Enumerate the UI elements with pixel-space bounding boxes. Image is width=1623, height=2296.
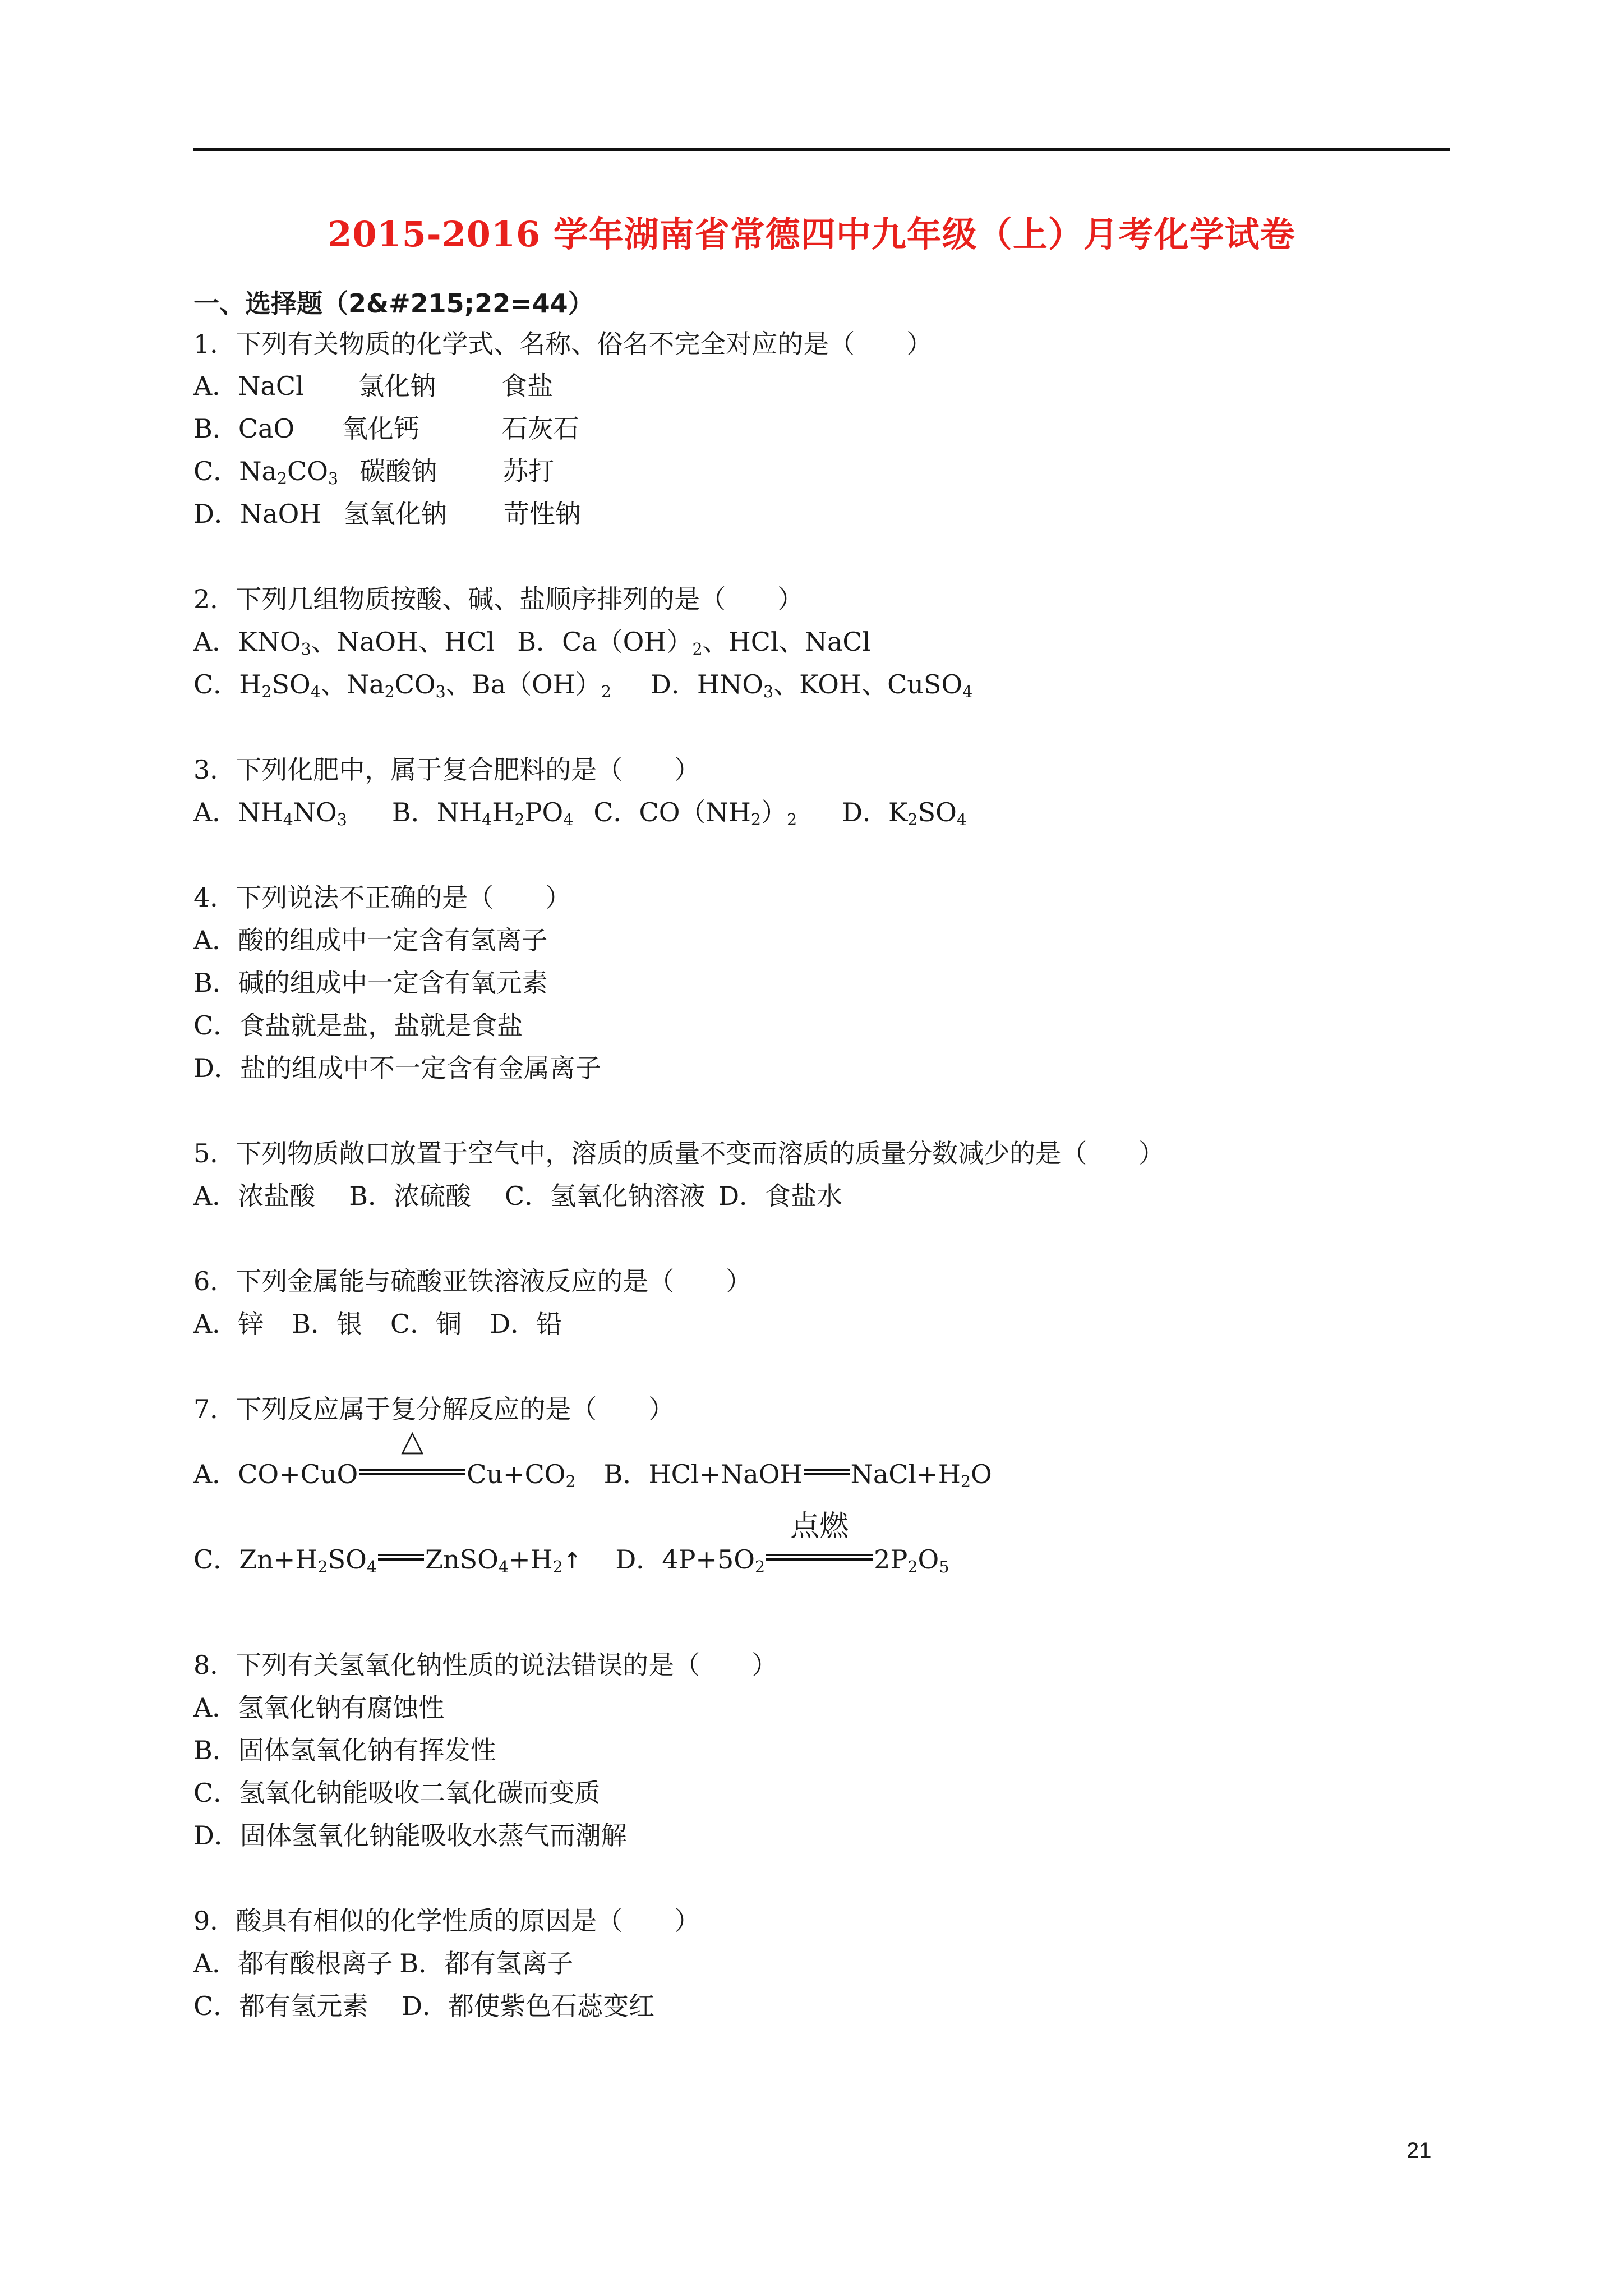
question-3-options: A．$NH_4NO_3$ B．$NH_4H_2PO_4$ C．$CO(NH_2)_2$ D．$K_2SO_4$ [193,797,967,830]
question-4-option-d: D．盐的组成中不一定含有金属离子 [193,1053,601,1083]
page-number: 21 [1407,2138,1432,2163]
question-9-options-cd: C．都有氢元素 D．都使紫色石蕊变红 [193,1991,655,2021]
question-5-options: A．浓盐酸 B．浓硫酸 C．氢氧化钠溶液 D．食盐水 [193,1181,843,1211]
question-7-stem: 7．下列反应属于复分解反应的是（ ） [193,1394,675,1424]
question-4-option-b: B．碱的组成中一定含有氧元素 [193,968,548,998]
ignite-condition: 点燃 [765,1547,874,1572]
question-2-options-cd: C．$H_2SO_4$、$Na_2CO_3$、$Ba(OH)_2$ D．$HNO_3$、KOH、CuSO$_4$ [193,669,973,702]
question-7-options-cd: C．$Zn+H_2SO_4$ $ZnSO_4+H_2↑$ D．$4P+5O_2$ 点燃 $2P_2O_5$ [193,1510,949,1577]
question-1-option-d: D．NaOH 氢氧化钠 苛性钠 [193,499,581,529]
question-9-stem: 9．酸具有相似的化学性质的原因是（ ） [193,1906,700,1936]
question-1-option-a: A．NaCl 氯化钠 食盐 [193,371,554,401]
gas-arrow-icon: ↑ [562,1548,582,1574]
question-4-option-a: A．酸的组成中一定含有氢离子 [193,925,548,955]
question-3-stem: 3．下列化肥中，属于复合肥料的是（ ） [193,754,700,785]
header-rule [193,148,1450,151]
question-5-stem: 5．下列物质敞口放置于空气中，溶质的质量不变而溶质的质量分数减少的是（ ） [193,1138,1165,1168]
question-4-stem: 4．下列说法不正确的是（ ） [193,882,571,913]
question-1-option-c: C．$Na_2CO_3$ 碳酸钠 苏打 [193,456,555,489]
question-4-option-c: C．食盐就是盐，盐就是食盐 [193,1010,523,1041]
question-2-options-ab: A．$KNO_3$、NaOH、HCl B．$Ca(OH)_2$、HCl、NaCl [193,627,871,659]
question-9-options-ab: A．都有酸根离子 B．都有氢离子 [193,1948,574,1978]
question-1-option-b: B．CaO 氧化钙 石灰石 [193,413,579,444]
question-8-option-c: C．氢氧化钠能吸收二氧化碳而变质 [193,1778,601,1808]
question-6-options: A．锌 B．银 C．铜 D．铅 [193,1309,562,1339]
question-8-option-d: D．固体氢氧化钠能吸收水蒸气而潮解 [193,1820,627,1851]
section-heading: 一、选择题（2&#215;22=44） [193,288,594,319]
question-7-options-ab: A．CO+CuO △ $Cu+CO_2$ B．HCl+NaOH $NaCl+H_2O$ [193,1424,992,1492]
question-2-stem: 2．下列几组物质按酸、碱、盐顺序排列的是（ ） [193,584,804,614]
question-8-option-b: B．固体氢氧化钠有挥发性 [193,1735,496,1765]
question-1-stem: 1．下列有关物质的化学式、名称、俗名不完全对应的是（ ） [193,329,933,359]
question-8-option-a: A．氢氧化钠有腐蚀性 [193,1692,445,1723]
heat-condition: △ [358,1461,467,1487]
question-8-stem: 8．下列有关氢氧化钠性质的说法错误的是（ ） [193,1650,778,1680]
question-6-stem: 6．下列金属能与硫酸亚铁溶液反应的是（ ） [193,1266,752,1296]
paper-title: 2015-2016 学年湖南省常德四中九年级（上）月考化学试卷 [328,214,1295,255]
